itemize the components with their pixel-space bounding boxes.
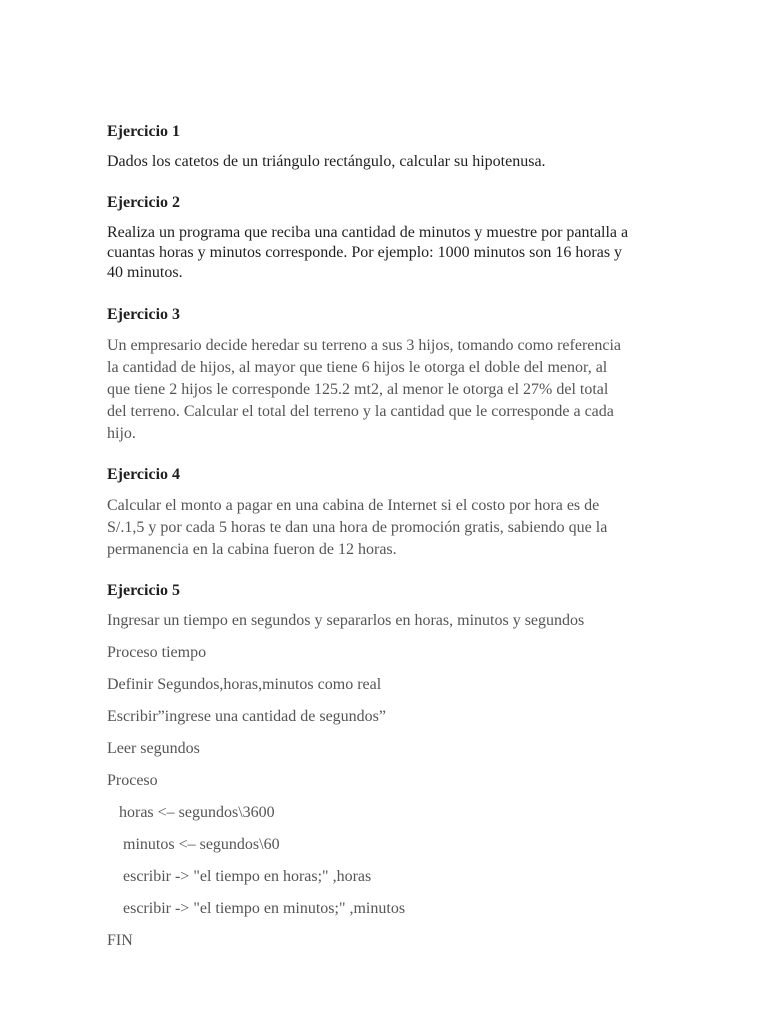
exercise-5-line: FIN xyxy=(107,932,133,949)
exercise-5-line: Proceso xyxy=(107,772,158,789)
exercise-1-text: Dados los catetos de un triángulo rectángulo, calcular su hipotenusa. xyxy=(107,153,546,170)
exercise-5-line: horas <– segundos\3600 xyxy=(107,804,275,821)
exercise-1-title: Ejercicio 1 xyxy=(107,123,181,140)
exercise-5-line: Leer segundos xyxy=(107,740,200,757)
exercise-5-line: Definir Segundos,horas,minutos como real xyxy=(107,676,382,693)
exercise-5-line: minutos <– segundos\60 xyxy=(107,836,280,853)
exercise-5-line: Proceso tiempo xyxy=(107,644,207,661)
exercise-5-title: Ejercicio 5 xyxy=(107,582,181,599)
document-page xyxy=(107,122,667,972)
exercise-3-text: Un empresario decide heredar su terreno a sus 3 hijos, tomando como referencia la cantidad de hijos, al mayor que tiene 6 hijos le otorga el doble del menor, al que tiene 2 hijos le corresponde 125.2 mt2, al menor le otorga el 27% del total del terreno. Calcular el total del terreno y la cantidad que le corresponde a cada hijo. xyxy=(107,337,622,442)
exercise-2 xyxy=(107,193,667,283)
exercise-2-title: Ejercicio 2 xyxy=(107,194,181,211)
exercise-5 xyxy=(107,581,667,951)
exercise-5-line: Escribir”ingrese una cantidad de segundos” xyxy=(107,708,387,725)
exercise-5-line: escribir -> "el tiempo en horas;" ,horas xyxy=(107,868,372,885)
exercise-4 xyxy=(107,465,667,561)
exercise-4-text: Calcular el monto a pagar en una cabina de Internet si el costo por hora es de S/.1,5 y por cada 5 horas te dan una hora de promoción gratis, sabiendo que la permanencia en la cabina fueron de 12 horas. xyxy=(107,497,608,558)
exercise-2-text: Realiza un programa que reciba una cantidad de minutos y muestre por pantalla a cuantas horas y minutos corresponde. Por ejemplo: 1000 minutos son 16 horas y 40 minutos. xyxy=(107,224,629,281)
exercise-3-title: Ejercicio 3 xyxy=(107,306,181,323)
exercise-3 xyxy=(107,305,667,445)
exercise-5-line: Ingresar un tiempo en segundos y separarlos en horas, minutos y segundos xyxy=(107,612,585,629)
exercise-1 xyxy=(107,122,667,172)
exercise-5-line: escribir -> "el tiempo en minutos;" ,minutos xyxy=(107,900,406,917)
exercise-4-title: Ejercicio 4 xyxy=(107,466,181,483)
